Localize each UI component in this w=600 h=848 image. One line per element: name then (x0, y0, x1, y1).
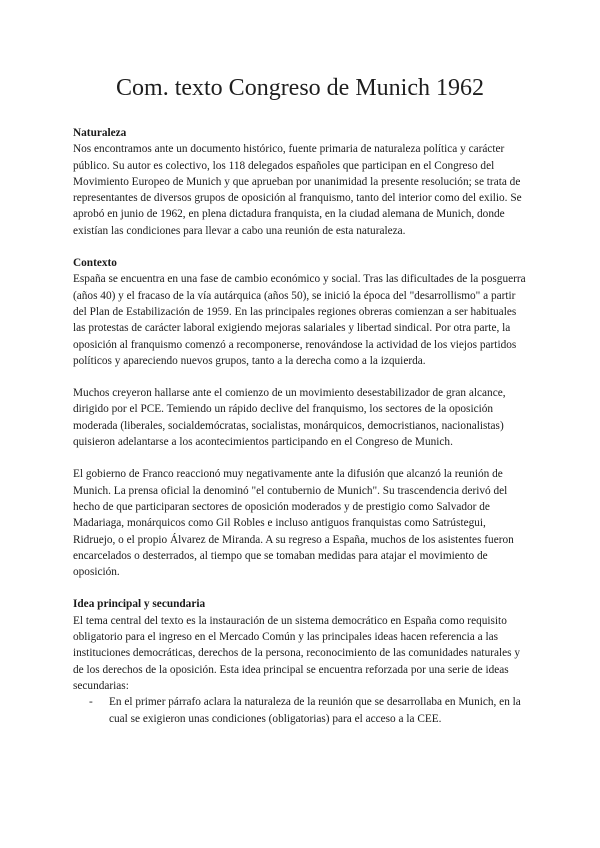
section-heading: Contexto (73, 257, 117, 270)
section-idea-principal (73, 596, 531, 726)
section-contexto (73, 255, 531, 580)
paragraph: Nos encontramos ante un documento histórico, fuente primaria de naturaleza política y carácter público. Su autor es colectivo, los 118 delegados españoles que participan en el Congreso del Movimiento Europeo de Munich y que aprueban por unanimidad la presente resolución; se trata de representantes de diversos grupos de oposición al franquismo, tanto del interior como del exilio. Se aprobó en junio de 1962, en plena dictadura franquista, en la ciudad alemana de Munich, donde existían las condiciones para llevar a cabo una reunión de esta naturaleza. (73, 143, 522, 237)
page-title: Com. texto Congreso de Munich 1962 (116, 75, 484, 101)
section-heading: Naturaleza (73, 127, 127, 139)
bullet-list (73, 694, 531, 727)
list-item (73, 694, 531, 727)
bullet-text: En el primer párrafo aclara la naturaleza de la reunión que se desarrollaba en Munich, en la cual se exigieron unas condiciones (obligatorias) para el acceso a la CEE. (109, 696, 521, 725)
paragraph: El gobierno de Franco reaccionó muy negativamente ante la difusión que alcanzó la reunión de Munich. La prensa oficial la denominó "el contubernio de Munich". Su trascendencia derivó del hecho de que participaran sectores de oposición moderados y de prestigio como Salvador de Madariaga, monárquicos como Gil Robles e incluso antiguos franquistas como Satrústegui, Ridruejo, o el propio Álvarez de Miranda. A su regreso a España, muchos de los asistentes fueron encarcelados o desterrados, al tiempo que se tomaban medidas para atajar el movimiento de oposición. (73, 468, 514, 579)
paragraph: Muchos creyeron hallarse ante el comienzo de un movimiento desestabilizador de gran alcance, dirigido por el PCE. Temiendo un rápido declive del franquismo, los sectores de la oposición moderada (liberales, socialdemócratas, socialistas, monárquicos, democristianos, nacionalistas) quisieron adelantarse a los acontecimientos participando en el Congreso de Munich. (73, 387, 506, 449)
document-body (73, 125, 531, 743)
bullet-marker: - (89, 696, 93, 709)
paragraph: España se encuentra en una fase de cambio económico y social. Tras las dificultades de la posguerra (años 40) y el fracaso de la vía autárquica (años 50), se inició la época del "desarrollismo" a partir del Plan de Estabilización de 1959. En las principales regiones obreras comienzan a ser habituales las protestas de carácter laboral exigiendo mejoras salariales y libertad sindical. Por otra parte, la oposición al franquismo comenzó a recomponerse, renovándose la actividad de los viejos partidos políticos y apareciendo nuevos grupos, tanto a la derecha como a la izquierda. (73, 273, 526, 367)
paragraph: El tema central del texto es la instauración de un sistema democrático en España como requisito obligatorio para el ingreso en el Mercado Común y las principales ideas hacen referencia a las instituciones democráticas, derechos de la persona, reconocimiento de las comunidades naturales y de los derechos de la oposición. Esta idea principal se encuentra reforzada por una serie de ideas secundarias: (73, 614, 521, 692)
section-naturaleza (73, 125, 531, 239)
section-heading: Idea principal y secundaria (73, 598, 206, 611)
